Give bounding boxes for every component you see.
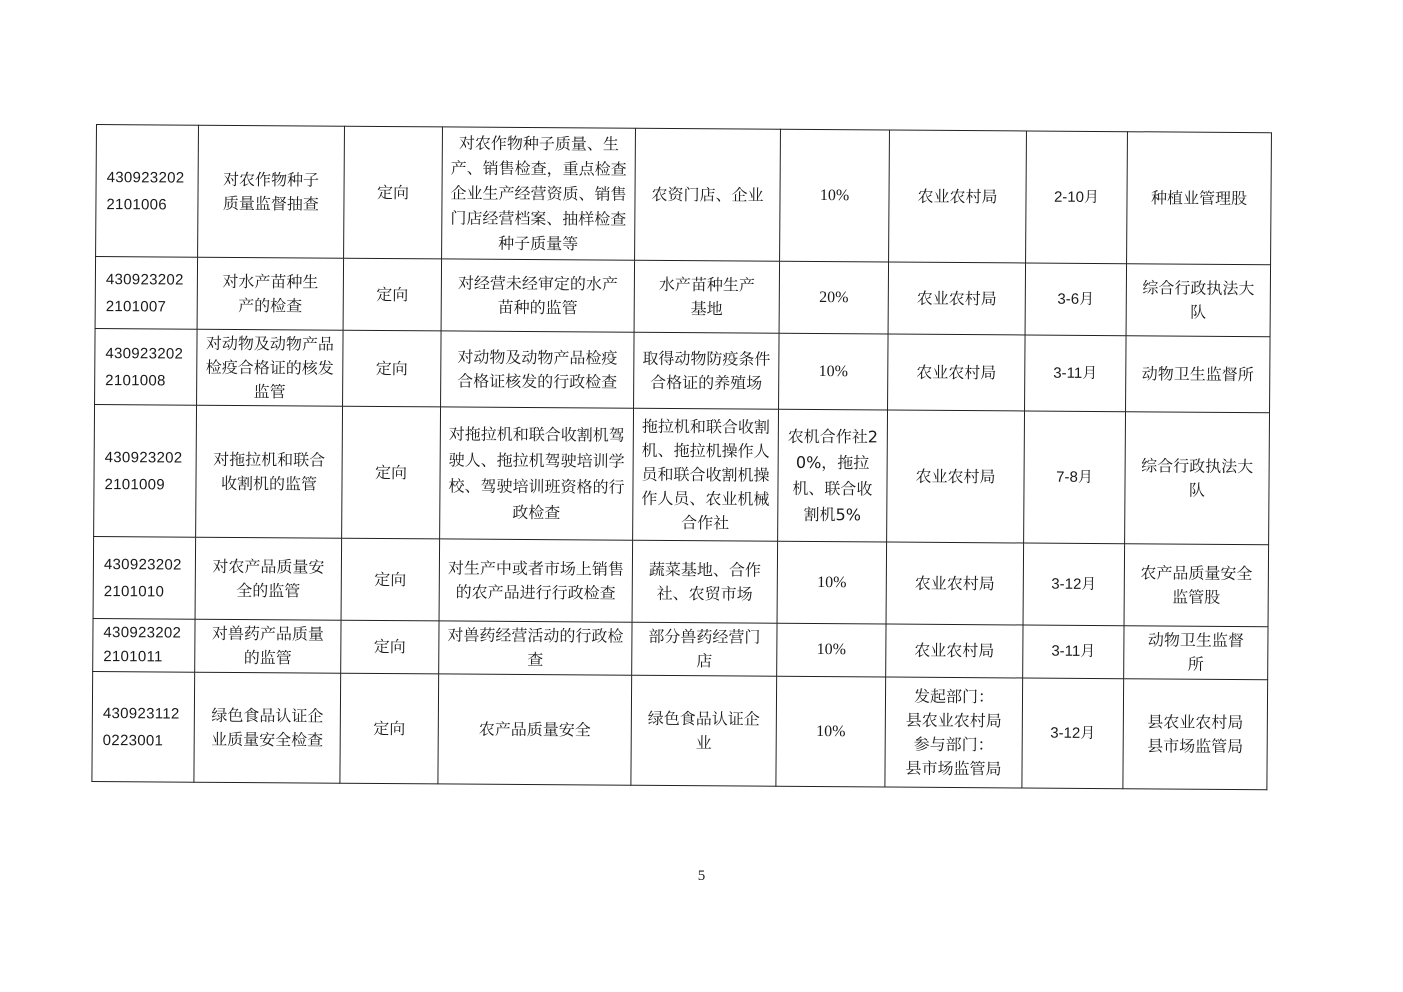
check-object-cell: 绿色食品认证企业 [631,675,777,786]
dept-line: 县市场监管局 [905,758,1002,778]
check-object-cell: 取得动物防疫条件合格证的养殖场 [634,332,780,409]
item-code-line: 430923202 [103,624,182,642]
item-code-cell [92,671,195,782]
item-code-line: 430923202 [103,555,182,574]
department-cell: 农业农村局 [886,542,1024,625]
item-code-line: 0223001 [102,731,164,749]
check-mode-cell: 定向 [343,258,442,331]
table-row [92,671,1268,789]
department-cell [885,677,1023,788]
ratio-cell: 农机合作社20%，拖拉机、联合收割机5% [778,409,888,542]
ratio-cell: 10% [777,623,886,677]
item-code-line: 2101010 [103,582,165,600]
item-code-cell [95,257,198,330]
item-code-line: 2101006 [106,195,167,213]
item-code-line: 2101007 [105,297,167,315]
responsible-unit-cell: 综合行政执法大队 [1125,412,1270,545]
table-row [93,618,1268,679]
responsible-unit-cell: 动物卫生监督所 [1126,336,1271,413]
item-name-cell: 对农作物种子质量监督抽查 [198,125,345,258]
responsible-unit-cell [1123,679,1268,790]
item-code-line: 430923202 [105,270,184,289]
item-code-cell [96,125,199,258]
item-code-cell [93,618,195,672]
item-code-line: 430923112 [102,704,180,723]
unit-line: 县农业农村局 [1147,711,1244,732]
period-cell: 3-12月 [1022,678,1124,789]
item-code-cell [93,536,196,619]
responsible-unit-cell: 动物卫生监督所 [1124,626,1268,680]
item-name-cell: 对水产苗种生产的检查 [197,257,343,330]
department-cell: 农业农村局 [889,130,1027,263]
check-content-cell: 农产品质量安全 [438,674,632,785]
department-cell: 农业农村局 [888,262,1025,335]
check-content-cell: 对生产中或者市场上销售的农产品进行行政检查 [439,539,633,622]
dept-line: 发起部门： [913,686,995,706]
table-row [94,404,1270,544]
check-mode-cell: 定向 [341,538,440,621]
ratio-cell: 10% [776,676,886,787]
ratio-cell: 10% [779,333,889,410]
period-cell: 2-10月 [1026,131,1128,264]
item-name-cell: 对农产品质量安全的监管 [195,537,342,620]
period-cell: 7-8月 [1024,411,1126,544]
table-row [95,257,1270,337]
item-name-cell: 对拖拉机和联合收割机的监管 [196,405,343,538]
ratio-cell: 20% [779,261,889,334]
item-name-cell: 对动物及动物产品检疫合格证的核发监管 [197,329,344,406]
item-code-line: 2101008 [105,371,166,389]
check-mode-cell: 定向 [342,406,441,539]
ratio-cell: 10% [777,541,887,624]
item-code-line: 430923202 [106,168,185,187]
item-code-line: 430923202 [105,344,184,363]
page-number: 5 [697,868,706,884]
item-code-cell [94,404,197,537]
check-content-cell: 对兽药经营活动的行政检查 [439,621,632,675]
responsible-unit-cell: 综合行政执法大队 [1126,264,1270,337]
item-code-cell [95,328,198,405]
department-cell: 农业农村局 [887,410,1025,543]
check-object-cell: 拖拉机和联合收割机、拖拉机操作人员和联合收割机操作人员、农业机械合作社 [633,408,779,541]
check-object-cell: 水产苗种生产基地 [634,260,779,333]
check-content-cell: 对经营未经审定的水产苗种的监管 [441,259,634,332]
check-object-cell: 部分兽药经营门店 [632,622,777,676]
table-row [95,328,1271,412]
department-cell: 农业农村局 [886,624,1023,678]
unit-line: 县市场监管局 [1147,735,1244,756]
table-row [93,536,1269,626]
check-object-cell: 蔬菜基地、合作社、农贸市场 [632,540,778,623]
item-code-line: 2101009 [104,475,166,493]
inspection-table [91,124,1272,790]
table-row [96,125,1272,265]
item-name-cell: 对兽药产品质量的监管 [195,619,341,673]
period-cell: 3-12月 [1023,543,1125,626]
item-name-cell: 绿色食品认证企业质量安全检查 [194,672,341,783]
check-mode-cell: 定向 [341,620,439,674]
responsible-unit-cell: 农产品质量安全监管股 [1124,544,1269,627]
check-content-cell: 对农作物种子质量、生产、销售检查，重点检查企业生产经营资质、销售门店经营档案、抽样检查种子质量等 [442,127,636,260]
responsible-unit-cell: 种植业管理股 [1127,132,1272,265]
ratio-cell: 10% [780,129,890,262]
check-object-cell: 农资门店、企业 [635,128,781,261]
check-mode-cell: 定向 [343,330,442,407]
period-cell: 3-11月 [1025,335,1127,412]
item-code-line: 2101011 [103,648,163,666]
check-mode-cell: 定向 [340,673,439,784]
period-cell: 3-6月 [1025,263,1127,336]
item-code-line: 430923202 [104,448,183,467]
dept-line: 县农业农村局 [905,710,1002,730]
department-cell: 农业农村局 [888,334,1026,411]
check-mode-cell: 定向 [344,126,443,259]
period-cell: 3-11月 [1023,625,1124,679]
check-content-cell: 对动物及动物产品检疫合格证核发的行政检查 [441,331,635,408]
check-content-cell: 对拖拉机和联合收割机驾驶人、拖拉机驾驶培训学校、驾驶培训班资格的行政检查 [440,407,634,540]
dept-line: 参与部门： [913,734,994,754]
